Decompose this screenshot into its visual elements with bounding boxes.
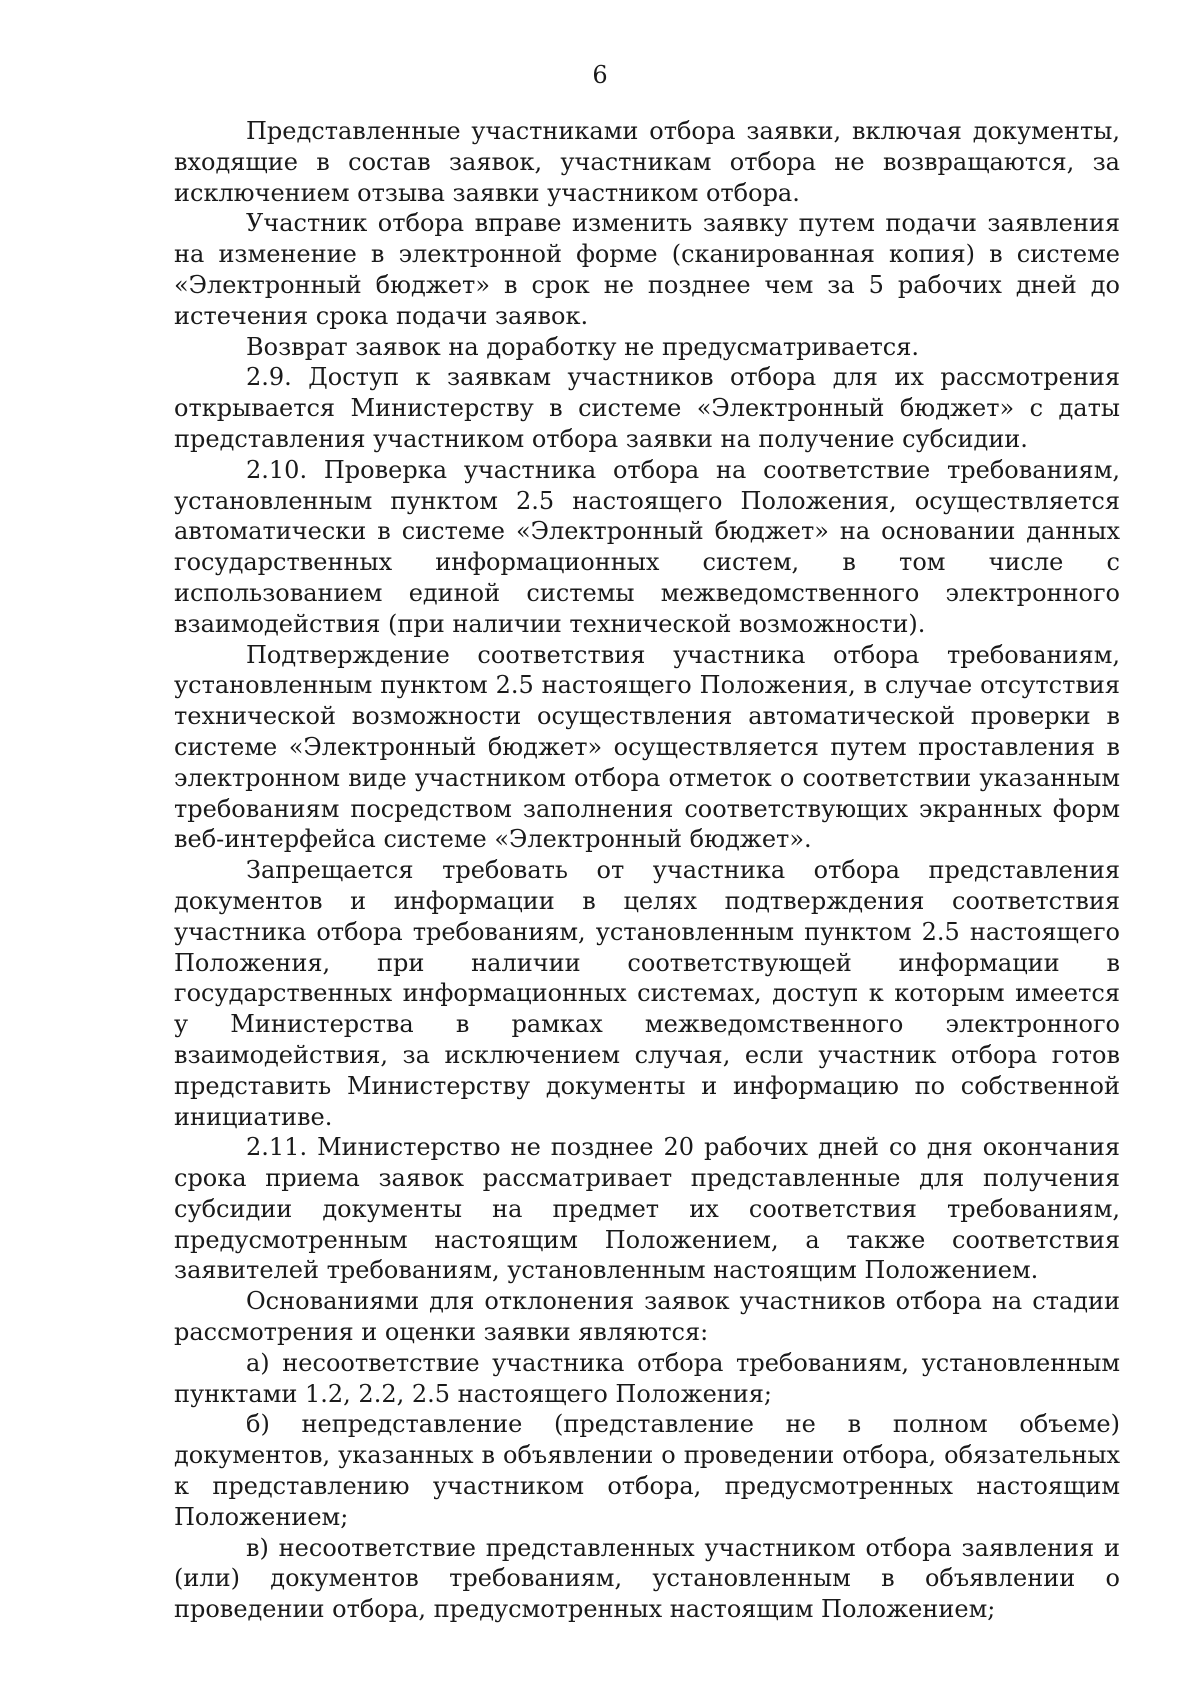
paragraph-no-return-for-revision: Возврат заявок на доработку не предусматривается. [246,332,920,361]
paragraph-prohibition: Запрещается требовать от участника отбора представления документов и информации в целях подтверждения соответствия участника отбора требованиям, установленным пунктом 2.5 настоящего Положения, при наличии соответствующей информации в государственных информационных системах, доступ к которым имеется у Министерства в рамках межведомственного электронного взаимодействия, за исключением случая, если участник отбора готов представить Министерству документы и информацию по собственной инициативе. [174,856,1120,1131]
list-item-b: б) непредставление (представление не в полном объеме) документов, указанных в объявлении о проведении отбора, обязательных к представлению участником отбора, предусмотренных настоящим Положением; [174,1410,1120,1531]
document-body [174,116,1120,1625]
paragraph-application-change: Участник отбора вправе изменить заявку путем подачи заявления на изменение в электронной форме (сканированная копия) в системе «Электронный бюджет» в срок не позднее чем за 5 рабочих дней до истечения срока подачи заявок. [174,209,1120,330]
list-item-v: в) несоответствие представленных участником отбора заявления и (или) документов требованиям, установленным в объявлении о проведении отбора, предусмотренных настоящим Положением; [174,1533,1120,1624]
page-number: 6 [592,61,608,89]
paragraph-rejection-grounds: Основаниями для отклонения заявок участников отбора на стадии рассмотрения и оценки заявки являются: [174,1287,1120,1347]
paragraph-2-10-check: 2.10. Проверка участника отбора на соответствие требованиям, установленным пунктом 2.5 настоящего Положения, осуществляется автоматически в системе «Электронный бюджет» на основании данных государственных информационных систем, в том числе с использованием единой системы межведомственного электронного взаимодействия (при наличии технической возможности). [174,455,1120,638]
paragraph-applications-not-returned: Представленные участниками отбора заявки, включая документы, входящие в состав заявок, участникам отбора не возвращаются, за исключением отзыва заявки участником отбора. [174,117,1120,207]
paragraph-compliance-confirmation: Подтверждение соответствия участника отбора требованиям, установленным пунктом 2.5 настоящего Положения, в случае отсутствия технической возможности осуществления автоматической проверки в системе «Электронный бюджет» осуществляется путем проставления в электронном виде участником отбора отметок о соответствии указанным требованиям посредством заполнения соответствующих экранных форм веб-интерфейса системе «Электронный бюджет». [174,640,1120,854]
paragraph-2-11-review: 2.11. Министерство не позднее 20 рабочих дней со дня окончания срока приема заявок рассматривает представленные для получения субсидии документы на предмет их соответствия требованиям, предусмотренным настоящим Положением, а также соответствия заявителей требованиям, установленным настоящим Положением. [174,1133,1120,1285]
list-item-a: а) несоответствие участника отбора требованиям, установленным пунктами 1.2, 2.2, 2.5 настоящего Положения; [174,1348,1120,1408]
paragraph-2-9-access: 2.9. Доступ к заявкам участников отбора для их рассмотрения открывается Министерству в системе «Электронный бюджет» с даты представления участником отбора заявки на получение субсидии. [174,363,1120,453]
